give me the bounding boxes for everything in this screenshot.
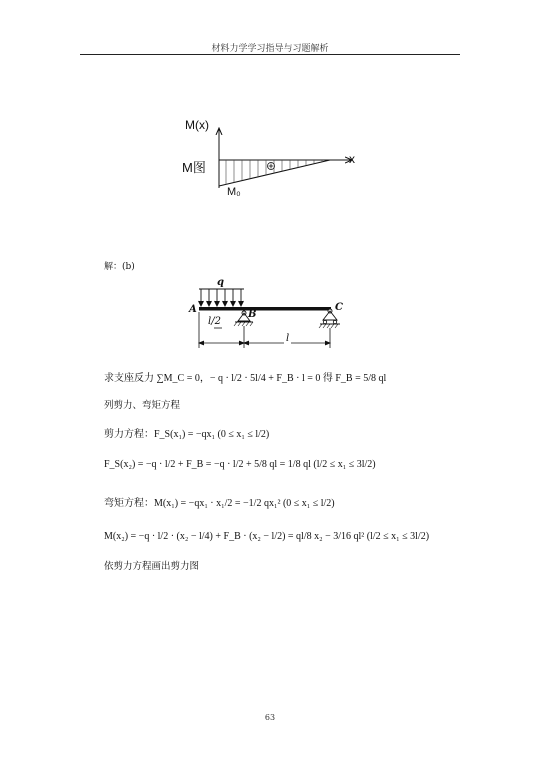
shear-equation-1: 剪力方程：F_S(x₁) = −qx₁ (0 ≤ x₁ ≤ l/2) [104, 429, 270, 440]
m-diagram-label: M图 [182, 160, 206, 175]
moment-equation-1: 弯矩方程：M(x₁) = −qx₁ · x₁/2 = −1/2 qx₁² (0 ≤ x₁ ≤ l/2) [104, 498, 335, 509]
list-heading: 列剪力、弯矩方程 [104, 400, 181, 411]
reaction-equation: 求支座反力 ∑M_C = 0，− q · l/2 · 5l/4 + F_B · l = 0 得 F_B = 5/8 ql [104, 373, 387, 384]
part-b-label: 解：(b) [104, 262, 135, 272]
draw-note: 依剪力方程画出剪力图 [104, 561, 200, 572]
m-x-label: x [349, 152, 355, 166]
moment-equation-2: M(x₂) = −q · l/2 · (x₂ − l/4) + F_B · (x₂ − l/2) = ql/8 x₂ − 3/16 ql² (l/2 ≤ x₁ ≤ 3l/2) [104, 531, 430, 542]
point-a-label: A [189, 304, 197, 315]
page-number: 63 [264, 713, 276, 722]
load-label: q [217, 277, 224, 288]
page-header: 材料力学学习指导与习题解析 [211, 44, 329, 54]
load-arrows [199, 289, 244, 306]
dim-left-label: l/2 [208, 316, 221, 327]
m-end-value: M₀ [227, 186, 241, 198]
beam [199, 307, 331, 311]
point-c-label: C [335, 302, 343, 313]
shear-equation-2: F_S(x₂) = −q · l/2 + F_B = −q · l/2 + 5/8 ql = 1/8 ql (l/2 ≤ x₁ ≤ 3l/2) [104, 459, 376, 470]
point-b-label: B [248, 309, 257, 320]
m-y-label: M(x) [185, 118, 209, 132]
dim-right-label: l [286, 333, 290, 344]
